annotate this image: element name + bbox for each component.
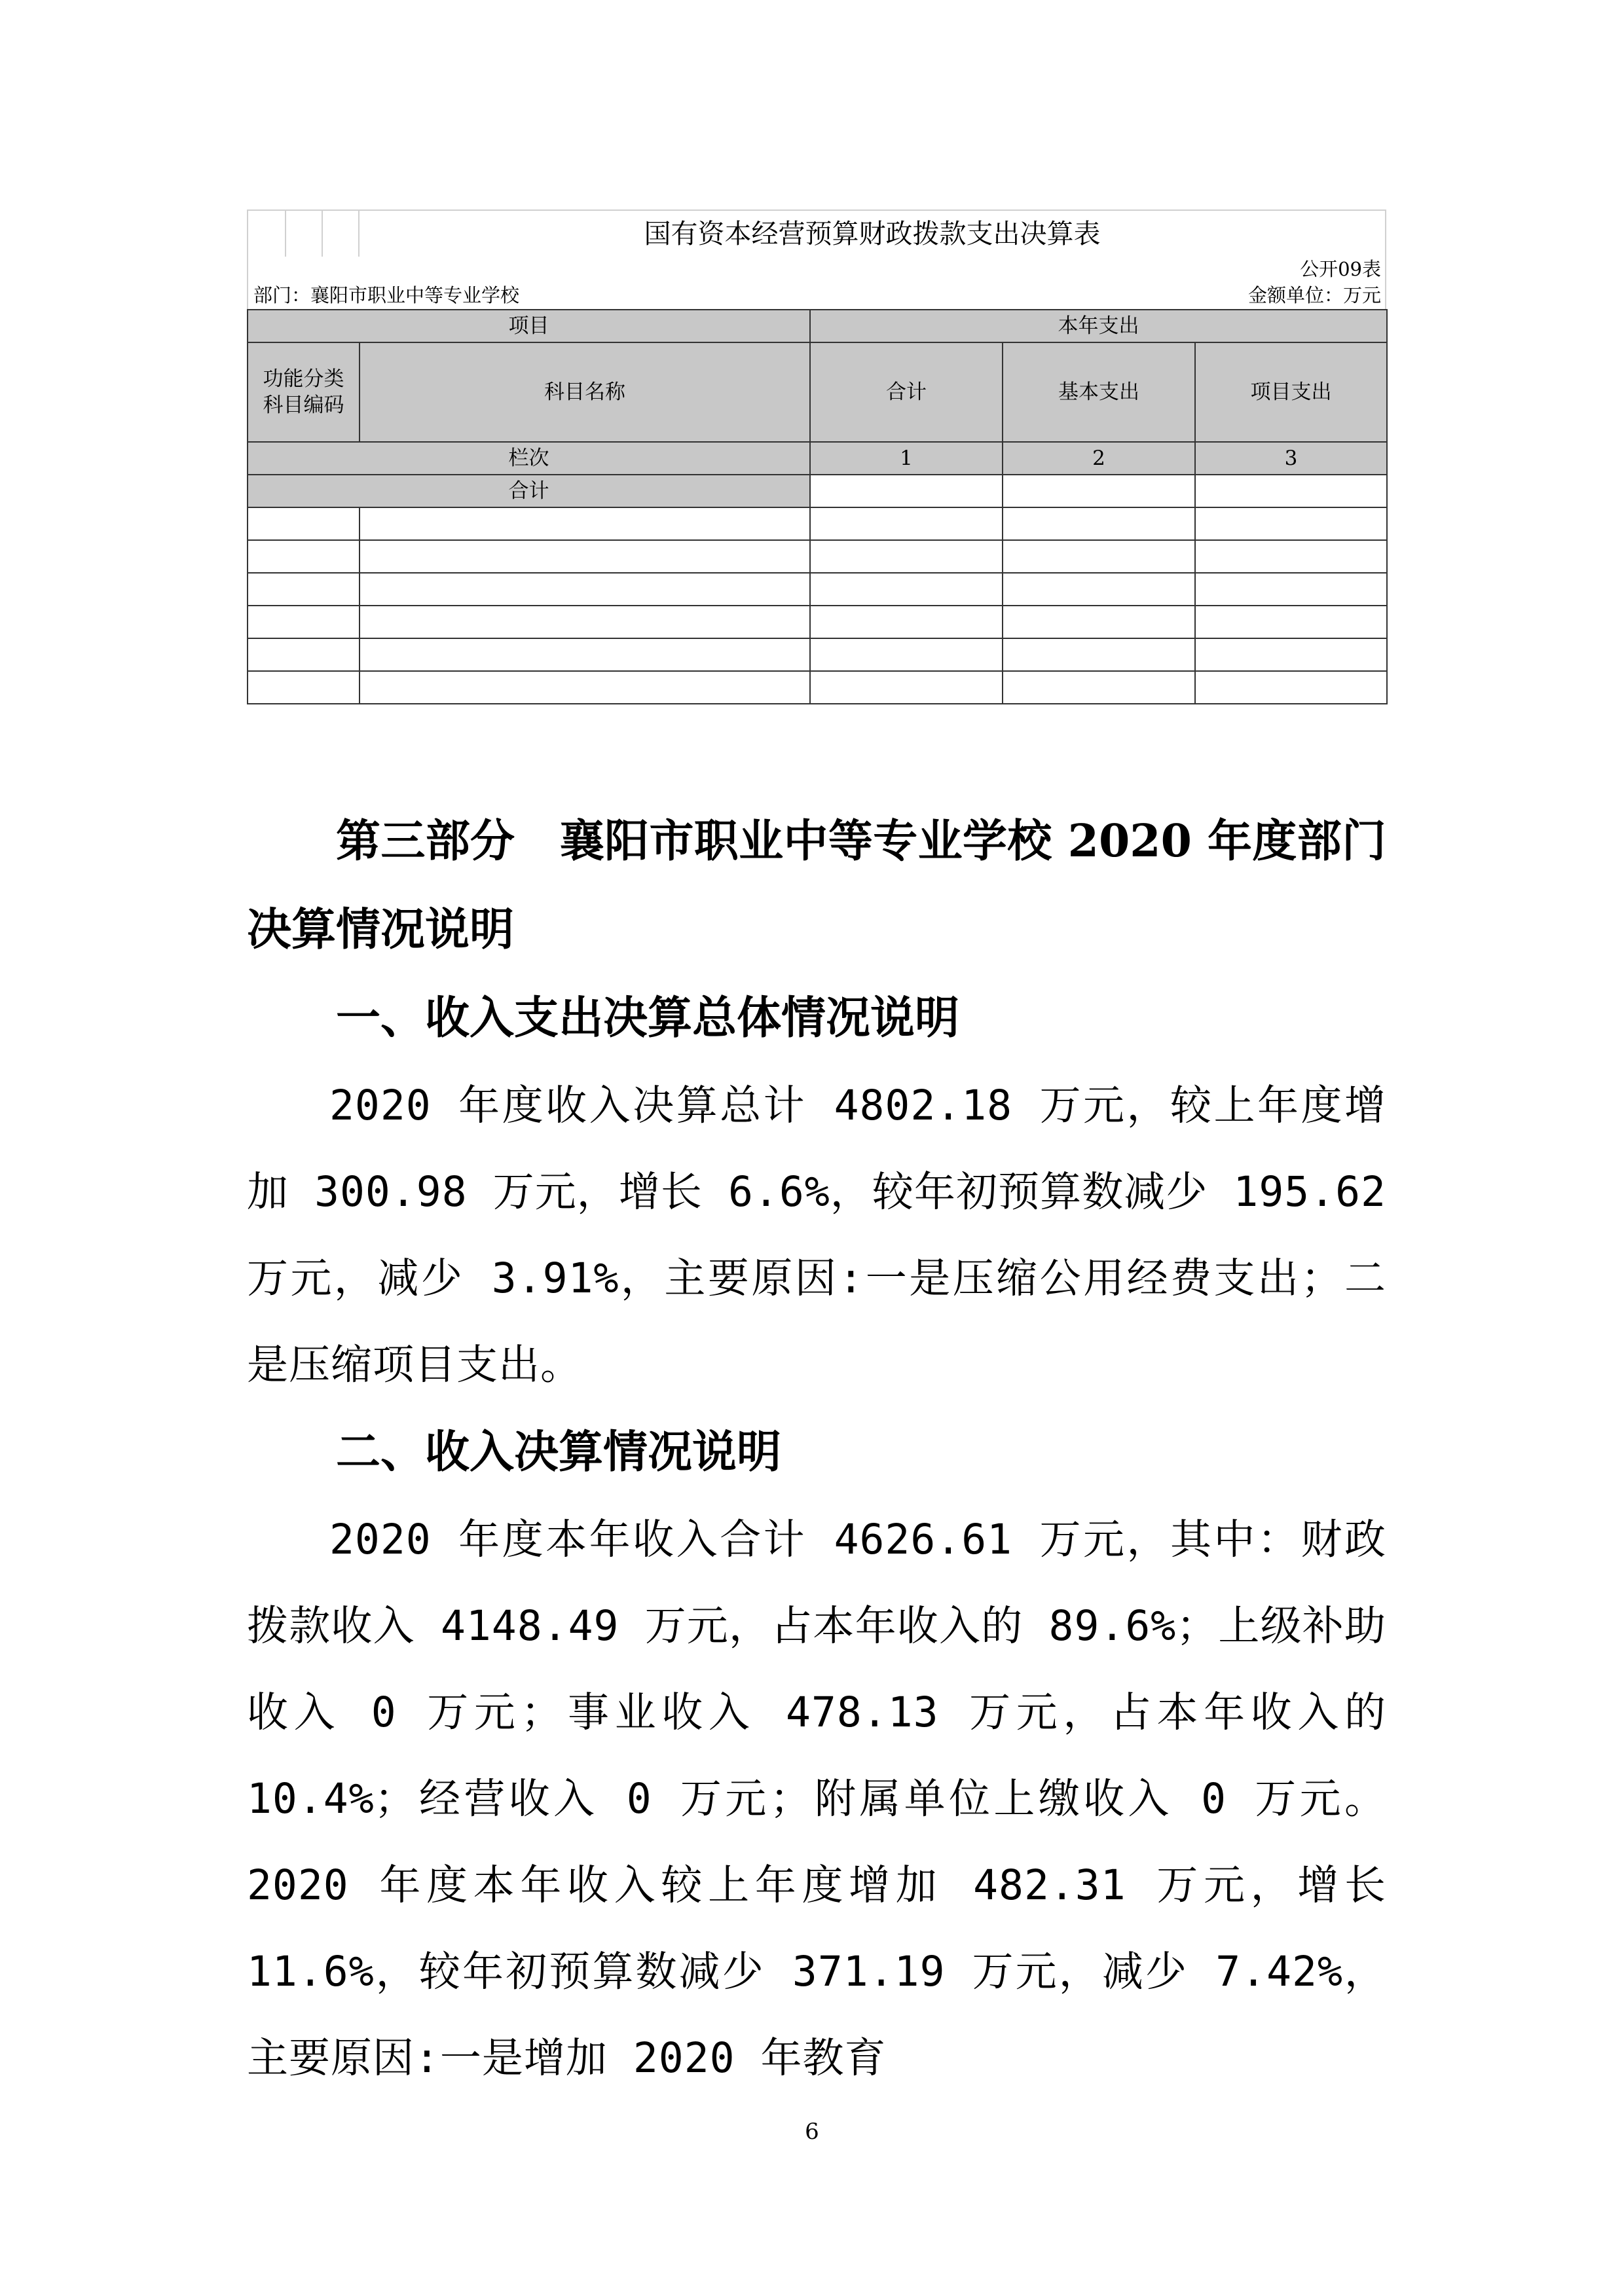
table-row — [248, 573, 1387, 606]
sum-basic-cell — [1003, 475, 1195, 507]
header-subject-name: 科目名称 — [360, 342, 810, 442]
column-seq-row — [248, 442, 1387, 475]
table-row — [248, 638, 1387, 671]
section-1-paragraph: 2020 年度收入决算总计 4802.18 万元，较上年度增加 300.98 万元，增长 6.6%，较年初预算数减少 195.62 万元，减少 3.91%，主要原因:一是压缩公用经费支出；二是压缩项目支出。 — [247, 1082, 1386, 1389]
header-this-year-expense: 本年支出 — [810, 310, 1387, 342]
page-number: 6 — [805, 2119, 819, 2145]
column-seq-2: 2 — [1003, 442, 1195, 475]
department-row — [247, 283, 1386, 309]
document-body — [247, 797, 1386, 2102]
section-2-heading: 二、收入决算情况说明 — [336, 1426, 782, 1478]
sum-row — [248, 475, 1387, 507]
unit-label: 金额单位：万元 — [1247, 284, 1381, 306]
table-title: 国有资本经营预算财政拨款支出决算表 — [644, 218, 1101, 249]
table-title-row — [247, 210, 1386, 257]
table-row — [248, 606, 1387, 638]
table-row — [248, 671, 1387, 704]
header-basic: 基本支出 — [1003, 342, 1195, 442]
expense-table — [247, 309, 1388, 704]
table-row — [248, 540, 1387, 573]
sum-project-cell — [1195, 475, 1387, 507]
sum-total-cell — [810, 475, 1003, 507]
section-1-heading: 一、收入支出决算总体情况说明 — [336, 992, 960, 1044]
column-seq-1: 1 — [810, 442, 1003, 475]
form-code: 公开09表 — [1300, 258, 1381, 280]
header-project: 项目支出 — [1195, 342, 1387, 442]
header-item: 项目 — [248, 310, 810, 342]
part-heading: 第三部分 襄阳市职业中等专业学校 2020 年度部门决算情况说明 — [247, 815, 1386, 956]
section-2-paragraph: 2020 年度本年收入合计 4626.61 万元，其中：财政拨款收入 4148.49 万元，占本年收入的 89.6%；上级补助收入 0 万元；事业收入 478.13 万元，占本年收入的 10.4%；经营收入 0 万元；附属单位上缴收入 0 万元。2020 年度本年收入较上年度增加 482.31 万元，增长 11.6%，较年初预算数减少 371.19 万元，减少 7.42%，主要原因:一是增加 2020 年教育 — [247, 1516, 1386, 2082]
table-row — [248, 507, 1387, 540]
header-row-2 — [248, 342, 1387, 442]
header-func-code: 功能分类科目编码 — [248, 342, 360, 442]
column-seq-3: 3 — [1195, 442, 1387, 475]
department-label: 部门：襄阳市职业中等专业学校 — [253, 284, 520, 306]
header-total: 合计 — [810, 342, 1003, 442]
sum-row-label: 合计 — [248, 475, 810, 507]
budget-table-block — [247, 210, 1386, 704]
column-seq-label: 栏次 — [248, 442, 810, 475]
form-code-row — [247, 257, 1386, 283]
header-row-1 — [248, 310, 1387, 342]
